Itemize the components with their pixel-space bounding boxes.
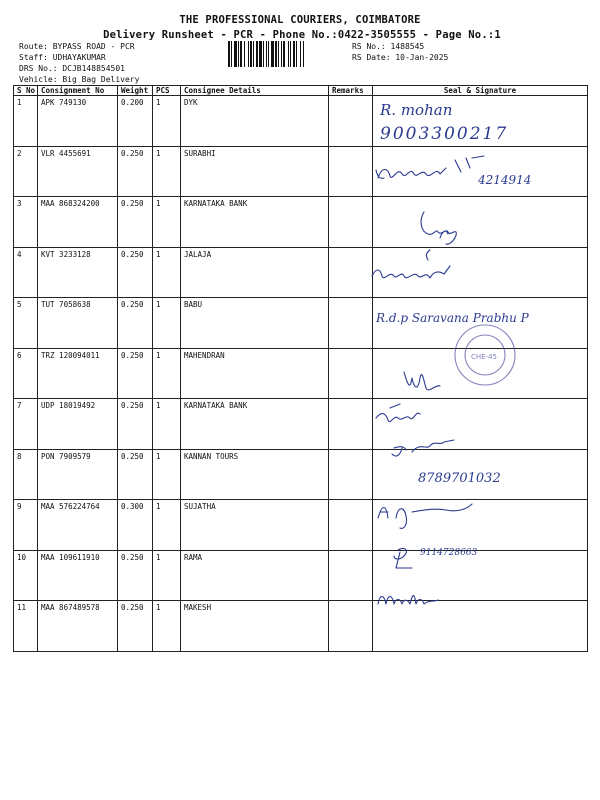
consignment-cell: TUT 7058638 xyxy=(38,298,118,349)
pcs-cell: 1 xyxy=(153,96,181,147)
remarks-cell xyxy=(329,146,373,197)
runsheet-meta-right xyxy=(352,41,448,63)
table-row xyxy=(14,500,588,551)
barcode-bar xyxy=(283,41,285,67)
consignment-cell: MAA 109611910 xyxy=(38,550,118,601)
barcode-bar xyxy=(293,41,295,67)
barcode-bar xyxy=(250,41,252,67)
barcode-bar xyxy=(234,41,237,67)
consignment-cell: MAA 576224764 xyxy=(38,500,118,551)
runsheet-meta-left xyxy=(19,41,139,85)
table-row xyxy=(14,247,588,298)
barcode-bar xyxy=(256,41,258,67)
delivery-table xyxy=(13,85,588,652)
handwritten-name: R. mohan xyxy=(380,101,453,119)
sno-cell: 4 xyxy=(14,247,38,298)
signature-cell xyxy=(373,298,588,349)
signature-cell xyxy=(373,348,588,399)
column-header: Weight xyxy=(118,86,153,96)
sno-cell: 1 xyxy=(14,96,38,147)
sno-cell: 7 xyxy=(14,399,38,450)
consignment-cell: TRZ 120094011 xyxy=(38,348,118,399)
consignee-cell: KARNATAKA BANK xyxy=(181,197,329,248)
weight-cell: 0.300 xyxy=(118,500,153,551)
weight-cell: 0.200 xyxy=(118,96,153,147)
table-row xyxy=(14,298,588,349)
barcode-bar xyxy=(259,41,262,67)
weight-cell: 0.250 xyxy=(118,247,153,298)
weight-cell: 0.250 xyxy=(118,399,153,450)
remarks-cell xyxy=(329,550,373,601)
pcs-cell: 1 xyxy=(153,247,181,298)
weight-cell: 0.250 xyxy=(118,348,153,399)
weight-cell: 0.250 xyxy=(118,146,153,197)
column-header: S No xyxy=(14,86,38,96)
consignee-cell: SUJATHA xyxy=(181,500,329,551)
handwritten-number: 4214914 xyxy=(478,173,532,187)
pcs-cell: 1 xyxy=(153,298,181,349)
weight-cell: 0.250 xyxy=(118,550,153,601)
remarks-cell xyxy=(329,601,373,652)
weight-cell: 0.250 xyxy=(118,197,153,248)
barcode-bar xyxy=(263,41,264,67)
barcode-bar xyxy=(268,41,269,67)
barcode-bar xyxy=(240,41,242,67)
barcode-bar xyxy=(266,41,267,67)
sno-cell: 9 xyxy=(14,500,38,551)
consignment-cell: KVT 3233128 xyxy=(38,247,118,298)
rs-number-field: RS No.: 1488545 xyxy=(352,42,425,51)
consignee-cell: MAKESH xyxy=(181,601,329,652)
table-row xyxy=(14,399,588,450)
column-header: Seal & Signature xyxy=(373,86,588,96)
sno-cell: 3 xyxy=(14,197,38,248)
signature-cell xyxy=(373,399,588,450)
barcode-bar xyxy=(303,41,304,67)
company-title: THE PROFESSIONAL COURIERS, COIMBATORE xyxy=(179,14,421,26)
signature-cell xyxy=(373,197,588,248)
remarks-cell xyxy=(329,399,373,450)
table-header-row xyxy=(14,86,588,96)
barcode-bar xyxy=(248,41,249,67)
column-header: Remarks xyxy=(329,86,373,96)
barcode-bar xyxy=(300,41,301,67)
pcs-cell: 1 xyxy=(153,399,181,450)
signature-cell xyxy=(373,550,588,601)
consignee-cell: SURABHI xyxy=(181,146,329,197)
pcs-cell: 1 xyxy=(153,500,181,551)
signature-cell xyxy=(373,601,588,652)
sno-cell: 11 xyxy=(14,601,38,652)
signature-cell xyxy=(373,247,588,298)
remarks-cell xyxy=(329,500,373,551)
vehicle-field: Vehicle: Big Bag Delivery xyxy=(19,75,140,84)
consignment-cell: VLR 4455691 xyxy=(38,146,118,197)
runsheet-heading: Delivery Runsheet - PCR - Phone No.:0422-3505555 - Page No.:1 xyxy=(103,29,501,41)
table-row xyxy=(14,348,588,399)
barcode-bar xyxy=(253,41,254,67)
sno-cell: 8 xyxy=(14,449,38,500)
remarks-cell xyxy=(329,197,373,248)
weight-cell: 0.250 xyxy=(118,298,153,349)
pcs-cell: 1 xyxy=(153,601,181,652)
route-field: Route: BYPASS ROAD - PCR xyxy=(19,42,135,51)
consignment-cell: PON 7909579 xyxy=(38,449,118,500)
seal-text: CHE-45 xyxy=(471,353,498,361)
handwritten-number: 8789701032 xyxy=(418,471,501,486)
handwritten-signature-text: R.d.p Saravana Prabhu P xyxy=(376,311,529,325)
signature-cell xyxy=(373,449,588,500)
barcode-bar xyxy=(290,41,291,67)
pcs-cell: 1 xyxy=(153,348,181,399)
remarks-cell xyxy=(329,96,373,147)
staff-field: Staff: UDHAYAKUMAR xyxy=(19,53,106,62)
barcode-bar xyxy=(238,41,239,67)
consignment-cell: APK 749130 xyxy=(38,96,118,147)
handwritten-number: 9114728663 xyxy=(420,548,478,558)
sno-cell: 5 xyxy=(14,298,38,349)
table-row xyxy=(14,601,588,652)
barcode-bar xyxy=(296,41,297,67)
sno-cell: 10 xyxy=(14,550,38,601)
consignment-cell: MAA 868324200 xyxy=(38,197,118,248)
weight-cell: 0.250 xyxy=(118,449,153,500)
barcode-bar xyxy=(231,41,232,67)
remarks-cell xyxy=(329,348,373,399)
remarks-cell xyxy=(329,298,373,349)
consignee-cell: RAMA xyxy=(181,550,329,601)
signature-cell xyxy=(373,146,588,197)
consignee-cell: BABU xyxy=(181,298,329,349)
rs-date-field: RS Date: 10-Jan-2025 xyxy=(352,53,449,62)
pcs-cell: 1 xyxy=(153,449,181,500)
weight-cell: 0.250 xyxy=(118,601,153,652)
barcode-bar xyxy=(278,41,279,67)
consignee-cell: KARNATAKA BANK xyxy=(181,399,329,450)
consignee-cell: KANNAN TOURS xyxy=(181,449,329,500)
barcode-bar xyxy=(244,41,245,67)
column-header: PCS xyxy=(153,86,181,96)
consignee-cell: DYK xyxy=(181,96,329,147)
handwritten-phone: 9003300217 xyxy=(380,124,509,144)
sno-cell: 2 xyxy=(14,146,38,197)
barcode-bar xyxy=(228,41,230,67)
table-row xyxy=(14,146,588,197)
remarks-cell xyxy=(329,247,373,298)
pcs-cell: 1 xyxy=(153,550,181,601)
sno-cell: 6 xyxy=(14,348,38,399)
table-row xyxy=(14,449,588,500)
column-header: Consignment No xyxy=(38,86,118,96)
table-row xyxy=(14,96,588,147)
consignment-cell: UDP 18019492 xyxy=(38,399,118,450)
consignee-cell: MAHENDRAN xyxy=(181,348,329,399)
barcode-bar xyxy=(271,41,274,67)
pcs-cell: 1 xyxy=(153,197,181,248)
barcode-image xyxy=(227,41,345,67)
table-row xyxy=(14,550,588,601)
signature-cell xyxy=(373,500,588,551)
pcs-cell: 1 xyxy=(153,146,181,197)
remarks-cell xyxy=(329,449,373,500)
barcode-bar xyxy=(275,41,277,67)
consignment-cell: MAA 867489578 xyxy=(38,601,118,652)
barcode-bar xyxy=(281,41,282,67)
signature-cell xyxy=(373,96,588,147)
consignee-cell: JALAJA xyxy=(181,247,329,298)
column-header: Consignee Details xyxy=(181,86,329,96)
barcode-bar xyxy=(288,41,289,67)
drs-number-field: DRS No.: DCJB148854501 xyxy=(19,64,125,73)
table-row xyxy=(14,197,588,248)
